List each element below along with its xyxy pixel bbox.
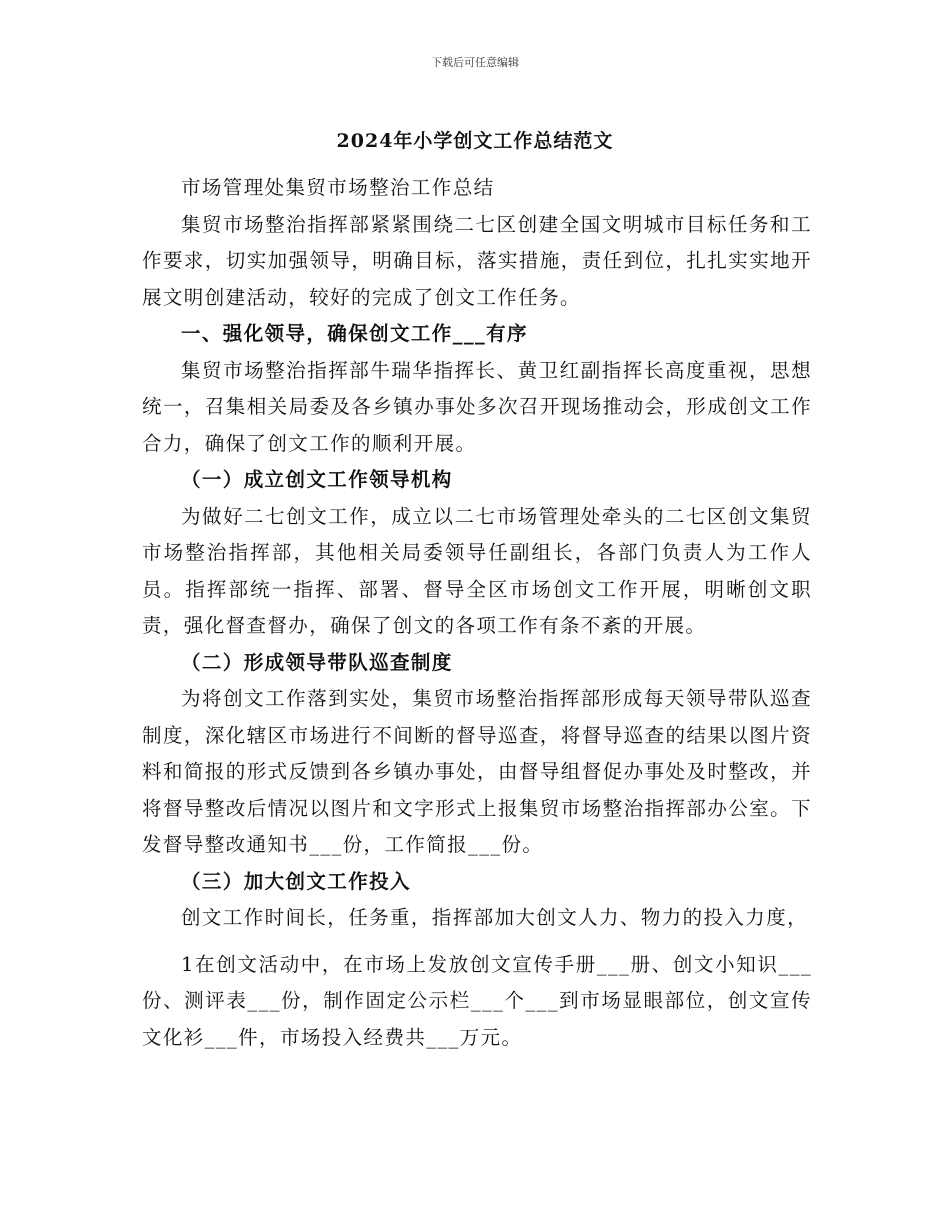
paragraph-intro: 集贸市场整治指挥部紧紧围绕二七区创建全国文明城市目标任务和工作要求，切实加强领导，明确目标，落实措施，责任到位，扎扎实实地开展文明创建活动，较好的完成了创文工作任务。 [142,212,812,309]
list-item: 1在创文活动中，在市场上发放创文宣传手册___册、创文小知识___份、测评表___份，制作固定公示栏___个___到市场显眼部位，创文宣传文化衫___件，市场投入经费共___万元。 [142,952,812,1049]
paragraph-subsection-3: 创文工作时间长，任务重，指挥部加大创文人力、物力的投入力度， [181,906,809,929]
section-heading-1: 一、强化领导，确保创文工作___有序 [181,322,528,345]
page-header: 下载后可任意编辑 [431,56,519,69]
subsection-heading-1: （一）成立创文工作领导机构 [181,468,453,491]
subsection-heading-2: （二）形成领导带队巡查制度 [181,650,453,674]
paragraph-section-1: 集贸市场整治指挥部牛瑞华指挥长、黄卫红副指挥长高度重视，思想统一，召集相关局委及各乡镇办事处多次召开现场推动会，形成创文工作合力，确保了创文工作的顺利开展。 [142,358,812,455]
page-title: 2024年小学创文工作总结范文 [336,130,614,152]
subsection-heading-3: （三）加大创文工作投入 [181,869,411,893]
paragraph-subtitle: 市场管理处集贸市场整治工作总结 [181,176,495,199]
paragraph-subsection-2: 为将创文工作落到实处，集贸市场整治指挥部形成每天领导带队巡查制度，深化辖区市场进行不间断的督导巡查，将督导巡查的结果以图片资料和简报的形式反馈到各乡镇办事处，由督导组督促办事处及时整改，并将督导整改后情况以图片和文字形式上报集贸市场整治指挥部办公室。下发督导整改通知书___份，工作简报___份。 [142,687,812,856]
document-body [142,170,812,1056]
paragraph-subsection-1: 为做好二七创文工作，成立以二七市场管理处牵头的二七区创文集贸市场整治指挥部，其他相关局委领导任副组长，各部门负责人为工作人员。指挥部统一指挥、部署、督导全区市场创文工作开展，明晰创文职责，强化督查督办，确保了创文的各项工作有条不紊的开展。 [142,504,812,637]
